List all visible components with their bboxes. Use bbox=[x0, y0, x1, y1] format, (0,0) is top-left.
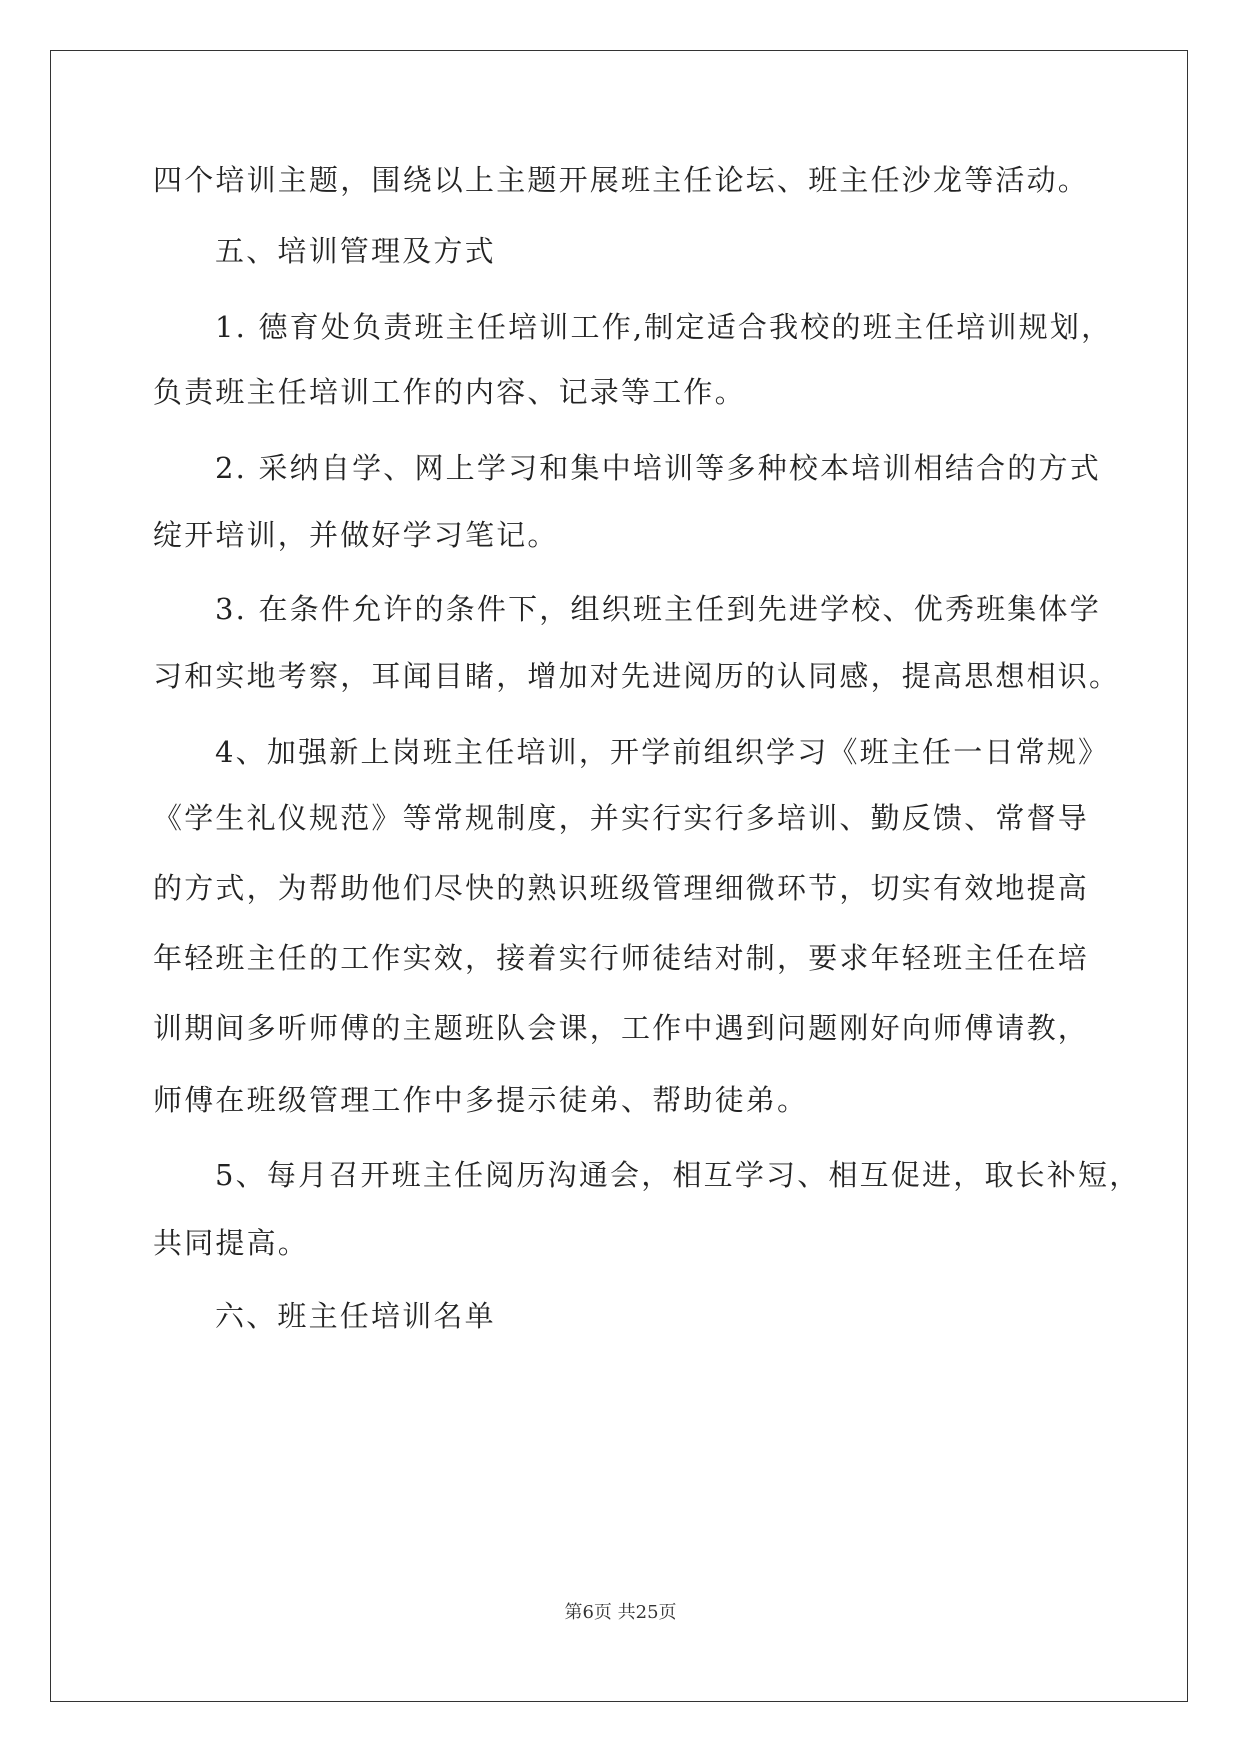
text-line: 《学生礼仪规范》等常规制度，并实行实行多培训、勤反馈、常督导 bbox=[153, 801, 1090, 835]
text-line: 年轻班主任的工作实效，接着实行师徒结对制，要求年轻班主任在培 bbox=[153, 941, 1090, 975]
page-number: 第6页 共25页 bbox=[564, 1602, 677, 1623]
text-line: 负责班主任培训工作的内容、记录等工作。 bbox=[153, 375, 746, 409]
text-line: 师傅在班级管理工作中多提示徒弟、帮助徒弟。 bbox=[153, 1083, 809, 1117]
text-line: 四个培训主题，围绕以上主题开展班主任论坛、班主任沙龙等活动。 bbox=[153, 163, 1090, 197]
section-heading: 六、班主任培训名单 bbox=[215, 1299, 496, 1333]
text-line: 绽开培训，并做好学习笔记。 bbox=[153, 518, 559, 552]
text-line: 5、每月召开班主任阅历沟通会，相互学习、相互促进，取长补短， bbox=[215, 1158, 1141, 1192]
section-heading: 五、培训管理及方式 bbox=[215, 234, 496, 268]
text-line: 共同提高。 bbox=[153, 1226, 310, 1260]
text-line: 3. 在条件允许的条件下，组织班主任到先进学校、优秀班集体学 bbox=[215, 592, 1101, 626]
text-line: 1. 德育处负责班主任培训工作,制定适合我校的班主任培训规划， bbox=[215, 310, 1113, 344]
text-line: 习和实地考察，耳闻目睹，增加对先进阅历的认同感，提高思想相识。 bbox=[153, 659, 1121, 693]
text-line: 4、加强新上岗班主任培训，开学前组织学习《班主任一日常规》 bbox=[215, 735, 1110, 769]
text-line: 的方式，为帮助他们尽快的熟识班级管理细微环节，切实有效地提高 bbox=[153, 871, 1090, 905]
text-line: 2. 采纳自学、网上学习和集中培训等多种校本培训相结合的方式 bbox=[215, 451, 1101, 485]
text-line: 训期间多听师傅的主题班队会课，工作中遇到问题刚好向师傅请教， bbox=[153, 1011, 1090, 1045]
